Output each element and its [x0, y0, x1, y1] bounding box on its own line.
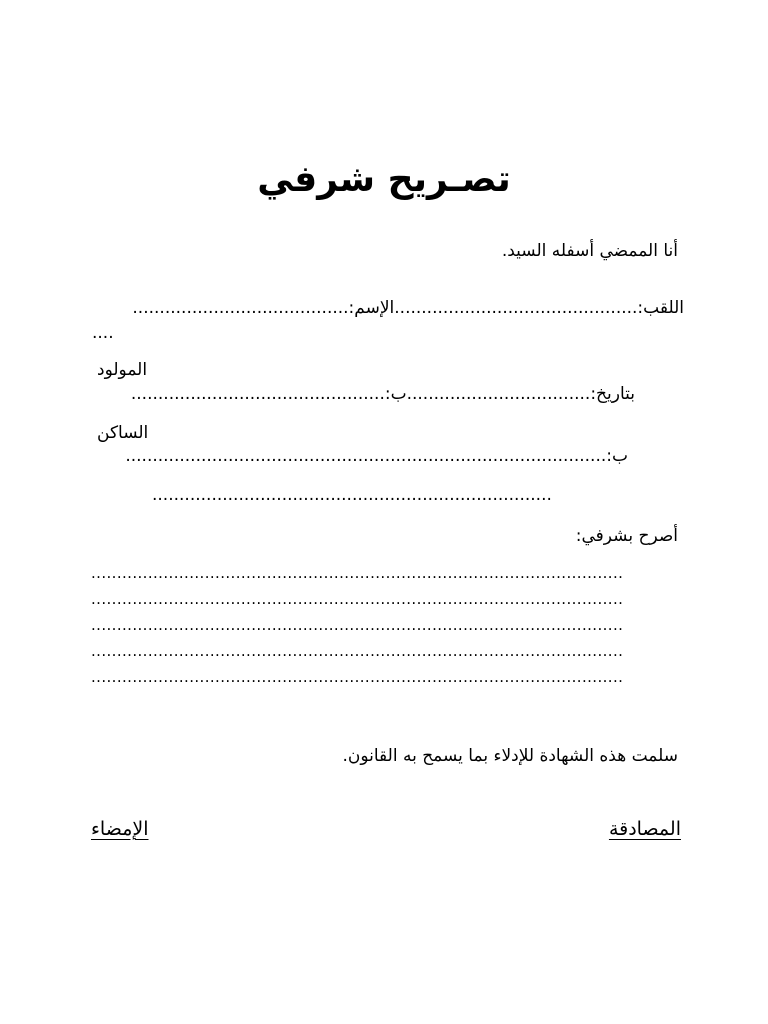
residence-continuation: .......................................................................... [152, 485, 552, 505]
closing-statement: سلمت هذه الشهادة للإدلاء بما يسمح به القانون. [342, 746, 678, 766]
declaration-line: ....................................................................................................... [91, 590, 624, 608]
residence-field: ب:......................................................................................... [125, 446, 628, 466]
signature-label: الإمضاء [91, 818, 149, 840]
certification-label: المصادقة [608, 818, 681, 840]
intro-line: أنا الممضي أسفله السيد. [501, 241, 678, 261]
surname-name-field: اللقب:.............................................الإسم:........................................ [132, 298, 684, 318]
document-title: تصـريح شرفي [257, 159, 511, 200]
declaration-line: ....................................................................................................... [91, 564, 624, 582]
resident-label: الساكن [97, 423, 149, 443]
declaration-line: ....................................................................................................... [91, 668, 624, 686]
declaration-line: ....................................................................................................... [91, 642, 624, 660]
declare-label: أصرح بشرفي: [575, 526, 678, 546]
declaration-line: ....................................................................................................... [91, 616, 624, 634]
surname-name-continuation: .... [92, 323, 114, 343]
birth-date-place-field: بتاريخ:..................................ب:............................................... [130, 384, 635, 404]
born-label: المولود [97, 360, 148, 380]
